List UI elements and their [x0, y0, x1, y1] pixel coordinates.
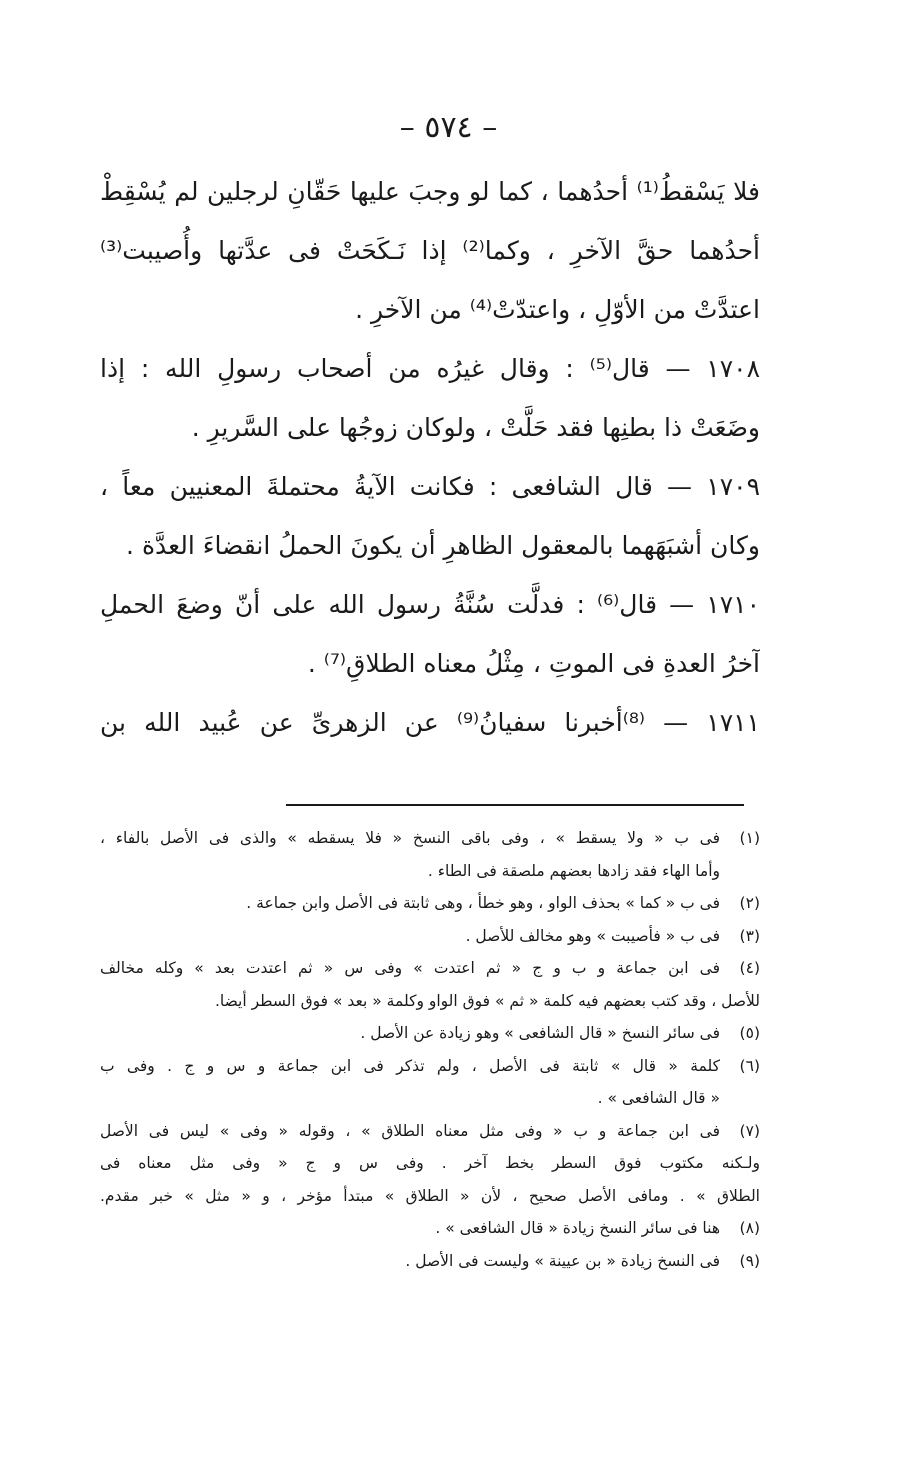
- footnote-line: فى ابن جماعة و ب « وفى مثل معناه الطلاق » ، وقوله « وفى » ليس فى الأصل: [100, 1121, 720, 1140]
- text-line: اعتدَّتْ من الأوّلِ ، واعتدّتْ⁽⁴⁾ من الآخرِ .: [355, 295, 760, 324]
- footnote-6: [100, 1050, 760, 1115]
- footnote-2: [100, 887, 760, 920]
- paragraph-1709-line: ١٧٠٩ — قال الشافعى : فكانت الآيةُ محتملةَ المعنيين معاً ،: [100, 472, 760, 501]
- footnote-line: « قال الشافعى » .: [597, 1089, 720, 1107]
- footnote-line: فى ب « كما » بحذف الواو ، وهو خطأ ، وهى ثابتة فى الأصل وابن جماعة .: [246, 894, 720, 912]
- paragraph-1711-line: ١٧١١ — ⁽⁸⁾أخبرنا سفيانُ⁽⁹⁾ عن الزهرىِّ عن عُبيد الله بن: [100, 708, 760, 737]
- page-number: – ٥٧٤ –: [399, 110, 498, 145]
- footnote-number: (١): [739, 829, 760, 847]
- footnote-3: [100, 920, 760, 953]
- footnote-number: (٦): [739, 1056, 760, 1075]
- text-line: وكان أشبَهَهما بالمعقول الظاهرِ أن يكونَ الحملُ انقضاءَ العدَّة .: [126, 531, 760, 560]
- footnote-4: [100, 952, 760, 1017]
- footnote-line: فى ب « فأصيبت » وهو مخالف للأصل .: [465, 926, 720, 945]
- footnote-line: فى النسخ زيادة « بن عيينة » وليست فى الأصل .: [405, 1251, 720, 1270]
- footnote-separator: [286, 804, 744, 806]
- footnote-line: فى ب « ولا يسقط » ، وفى باقى النسخ « فلا يسقطه » والذى فى الأصل بالفاء ،: [100, 829, 720, 847]
- footnote-9: [100, 1245, 760, 1278]
- footnote-line: فى ابن جماعة و ب و ج « ثم اعتدت » وفى س « ثم اعتدت بعد » وكله مخالف: [100, 959, 720, 977]
- footnote-line: فى سائر النسخ « قال الشافعى » وهو زيادة عن الأصل .: [360, 1024, 720, 1042]
- footnote-number: (٩): [739, 1251, 760, 1270]
- footnote-line: هنا فى سائر النسخ زيادة « قال الشافعى » .: [435, 1219, 720, 1237]
- footnote-number: (٨): [739, 1219, 760, 1237]
- text-line: آخرُ العدةِ فى الموتِ ، مِثْلُ معناه الطلاقِ⁽⁷⁾ .: [307, 649, 760, 678]
- footnote-7: [100, 1115, 760, 1213]
- footnote-line: ولـكنه مكتوب فوق السطر بخط آخر . وفى س و ج « وفى مثل معناه فى: [100, 1154, 760, 1172]
- paragraph-1710-line: ١٧١٠ — قال⁽⁶⁾ : فدلَّت سُنَّةُ رسول الله على أنّ وضعَ الحملِ: [100, 590, 760, 619]
- footnote-number: (٣): [739, 926, 760, 945]
- text-line: وضَعَتْ ذا بطنِها فقد حَلَّتْ ، ولوكان زوجُها على السَّريرِ .: [191, 413, 760, 442]
- footnote-number: (٧): [739, 1121, 760, 1140]
- footnote-number: (٤): [739, 959, 760, 977]
- footnotes: [100, 822, 760, 1277]
- footnote-8: [100, 1212, 760, 1245]
- text-line: فلا يَسْقطُ⁽¹⁾ أحدُهما ، كما لو وجبَ عليها حَقّانِ لرجلين لم يُسْقِطْ: [100, 177, 760, 206]
- paragraph-1708-line: ١٧٠٨ — قال⁽⁵⁾ : وقال غيرُه من أصحاب رسولِ الله : إذا: [100, 354, 760, 383]
- footnote-line: وأما الهاء فقد زادها بعضهم ملصقة فى الطاء .: [427, 861, 720, 880]
- footnote-1: [100, 822, 760, 887]
- footnote-number: (٥): [739, 1024, 760, 1042]
- main-text: [100, 162, 760, 752]
- text-line: أحدُهما حقَّ الآخرِ ، وكما⁽²⁾ إذا نَـكَحَتْ فى عدَّتها وأُصيبت⁽³⁾: [100, 236, 760, 265]
- footnote-line: الطلاق » . ومافى الأصل صحيح ، لأن « الطلاق » مبتدأ مؤخر ، و « مثل » خبر مقدم.: [100, 1186, 760, 1205]
- footnote-5: [100, 1017, 760, 1050]
- footnote-line: كلمة « قال » ثابتة فى الأصل ، ولم تذكر فى ابن جماعة و س و ج . وفى ب: [100, 1056, 720, 1075]
- footnote-number: (٢): [739, 894, 760, 912]
- footnote-line: للأصل ، وقد كتب بعضهم فيه كلمة « ثم » فوق الواو وكلمة « بعد » فوق السطر أيضا.: [214, 991, 760, 1010]
